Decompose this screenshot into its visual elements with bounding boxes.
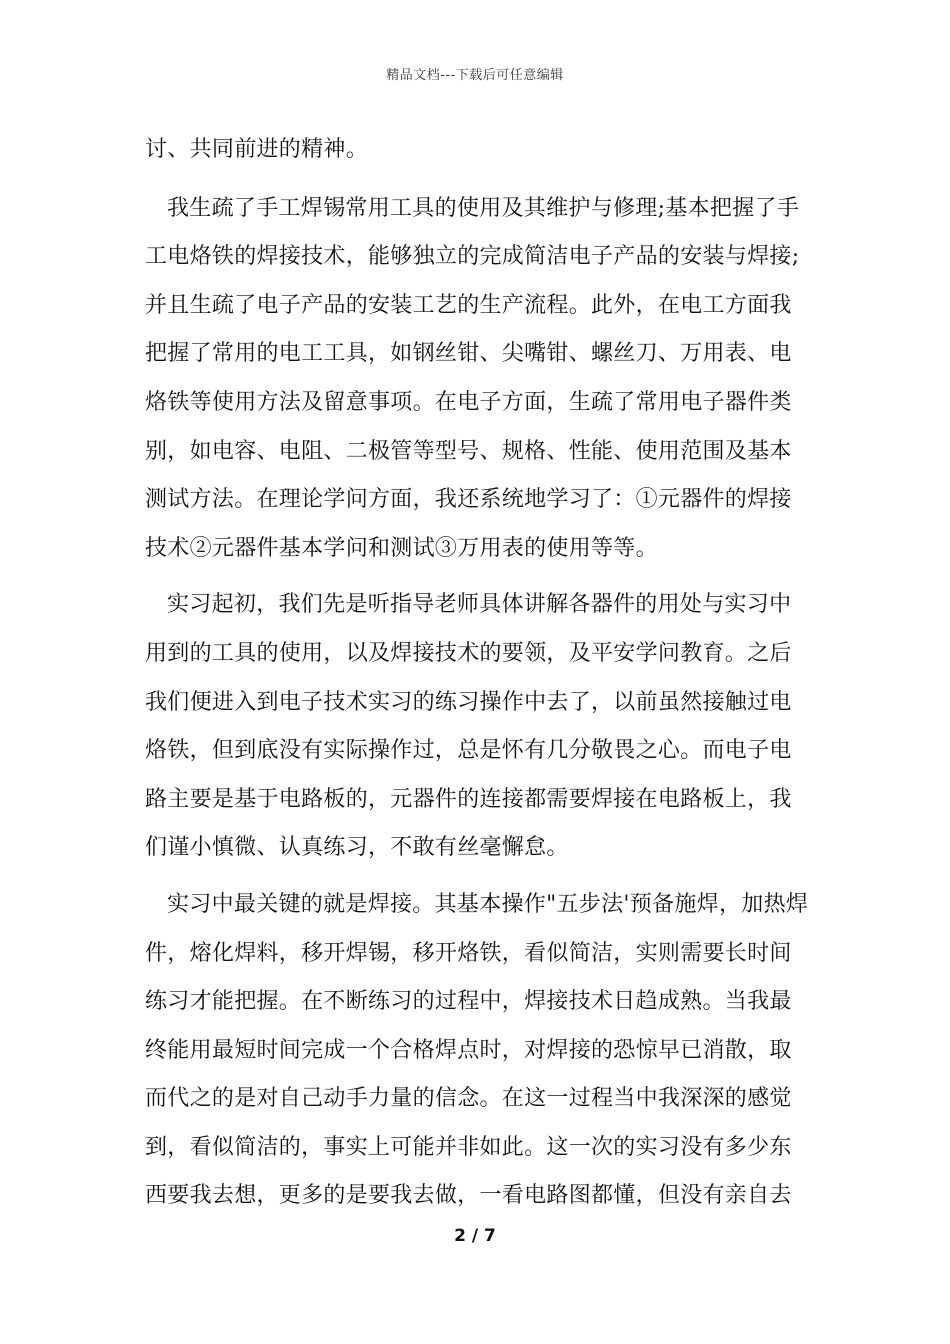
page-number: 2 / 7: [454, 1226, 496, 1246]
text-line: 路主要是基于电路板的，元器件的连接都需要焊接在电路板上，我: [145, 786, 792, 812]
paragraph-4: [145, 881, 807, 1221]
text-line: 练习才能把握。在不断练习的过程中，焊接技术日趋成熟。当我最: [145, 989, 792, 1015]
text-line: 技术②元器件基本学问和测试③万用表的使用等等。: [145, 535, 658, 561]
text-line: 并且生疏了电子产品的安装工艺的生产流程。此外，在电工方面我: [145, 292, 792, 318]
text-line: 西要我去想，更多的是要我去做，一看电路图都懂，但没有亲自去: [145, 1183, 792, 1209]
text-line: 我生疏了手工焊锡常用工具的使用及其维护与修理;基本把握了手: [167, 195, 800, 221]
text-line: 而代之的是对自己动手力量的信念。在这一过程当中我深深的感觉: [145, 1086, 792, 1112]
text-line: 别，如电容、电阻、二极管等型号、规格、性能、使用范围及基本: [145, 438, 792, 464]
document-body: [145, 126, 807, 1229]
text-line: 讨、共同前进的精神。: [145, 137, 369, 162]
text-line: 测试方法。在理论学问方面，我还系统地学习了：①元器件的焊接: [145, 487, 792, 513]
text-line: 件，熔化焊料，移开焊锡，移开烙铁，看似简洁，实则需要长时间: [145, 940, 792, 966]
text-line: 终能用最短时间完成一个合格焊点时，对焊接的恐惊早已消散，取: [145, 1037, 792, 1063]
text-line: 实习中最关键的就是焊接。其基本操作"五步法'预备施焊，加热焊: [167, 891, 809, 917]
text-line: 把握了常用的电工工具，如钢丝钳、尖嘴钳、螺丝刀、万用表、电: [145, 341, 792, 367]
text-line: 工电烙铁的焊接技术，能够独立的完成简洁电子产品的安装与焊接;: [145, 244, 800, 270]
text-line: 烙铁，但到底没有实际操作过，总是怀有几分敬畏之心。而电子电: [145, 738, 792, 764]
text-line: 用到的工具的使用，以及焊接技术的要领，及平安学问教育。之后: [145, 640, 792, 666]
paragraph-2: [145, 185, 807, 574]
text-line: 实习起初，我们先是听指导老师具体讲解各器件的用处与实习中: [167, 592, 792, 618]
paragraph-1: [145, 126, 807, 175]
paragraph-3: [145, 581, 807, 873]
page-header: 精品文档---下载后可任意编辑: [386, 68, 564, 83]
text-line: 们谨小慎微、认真练习，不敢有丝毫懈怠。: [145, 835, 569, 861]
text-line: 我们便进入到电子技术实习的练习操作中去了，以前虽然接触过电: [145, 689, 792, 715]
text-line: 烙铁等使用方法及留意事项。在电子方面，生疏了常用电子器件类: [145, 389, 792, 415]
text-line: 到，看似简洁的，事实上可能并非如此。这一次的实习没有多少东: [145, 1134, 792, 1160]
